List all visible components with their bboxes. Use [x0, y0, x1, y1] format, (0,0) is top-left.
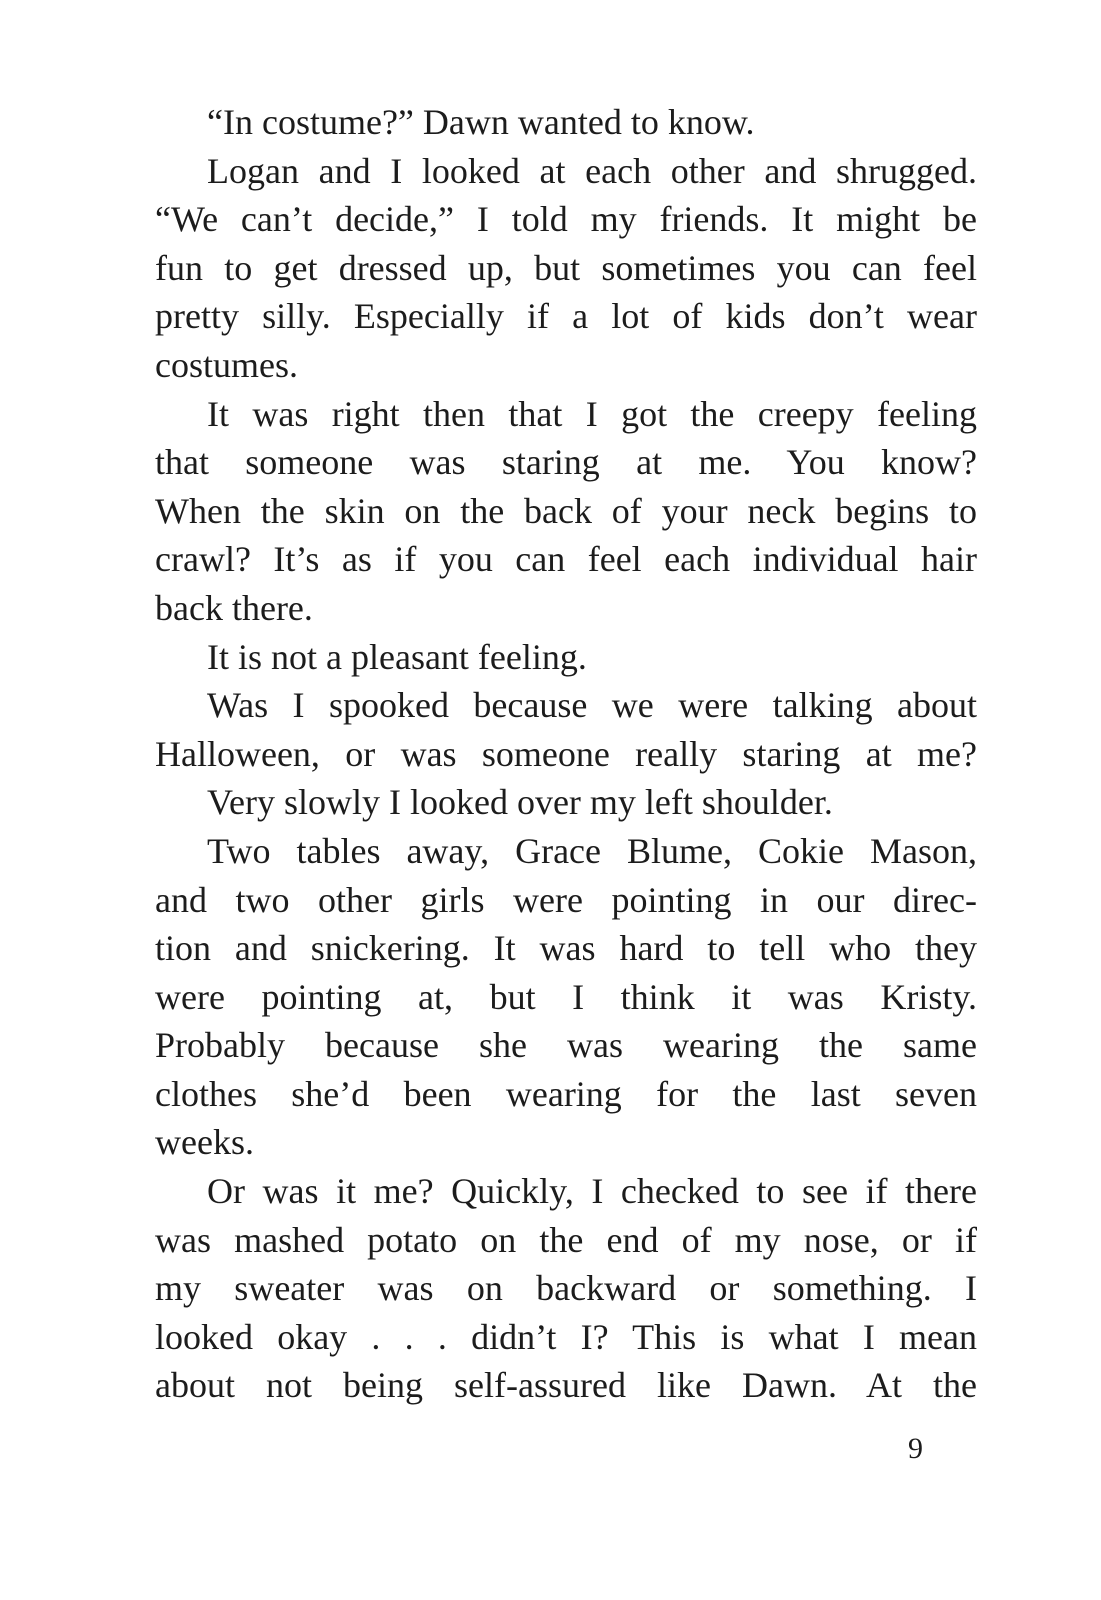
body-text	[155, 98, 977, 1410]
text-line: Logan and I looked at each other and shrugged.	[207, 150, 977, 191]
text-line: Two tables away, Grace Blume, Cokie Mason,	[207, 830, 977, 871]
text-line: was mashed potato on the end of my nose, or if	[155, 1219, 977, 1260]
text-line: tion and snickering. It was hard to tell who they	[155, 928, 977, 969]
text-line: fun to get dressed up, but sometimes you can feel	[155, 247, 977, 288]
text-line: Probably because she was wearing the same	[155, 1025, 977, 1066]
text-line: about not being self-assured like Dawn. At the	[155, 1365, 977, 1406]
text-line: were pointing at, but I think it was Kristy.	[155, 976, 977, 1017]
text-line: It is not a pleasant feeling.	[207, 636, 587, 677]
text-line: that someone was staring at me. You know?	[155, 442, 977, 483]
text-line: It was right then that I got the creepy feeling	[207, 393, 977, 434]
text-line: weeks.	[155, 1122, 254, 1163]
text-line: Was I spooked because we were talking about	[207, 685, 977, 726]
text-line: crawl? It’s as if you can feel each individual hair	[155, 539, 977, 580]
text-line: my sweater was on backward or something. I	[155, 1268, 977, 1309]
text-line: costumes.	[155, 344, 298, 385]
text-line: Halloween, or was someone really staring at me?	[155, 733, 977, 774]
text-line: When the skin on the back of your neck begins to	[155, 490, 977, 531]
text-line: back there.	[155, 587, 313, 628]
text-line: Very slowly I looked over my left shoulder.	[207, 782, 833, 823]
page-number: 9	[908, 1432, 923, 1465]
text-line: looked okay . . . didn’t I? This is what I mean	[155, 1316, 977, 1357]
text-line: and two other girls were pointing in our direc-	[155, 879, 977, 920]
text-line: “We can’t decide,” I told my friends. It might be	[155, 199, 977, 240]
text-line: Or was it me? Quickly, I checked to see if there	[207, 1171, 977, 1212]
text-line: “In costume?” Dawn wanted to know.	[207, 102, 755, 142]
text-line: pretty silly. Especially if a lot of kids don’t wear	[155, 296, 977, 337]
text-line: clothes she’d been wearing for the last seven	[155, 1073, 977, 1114]
